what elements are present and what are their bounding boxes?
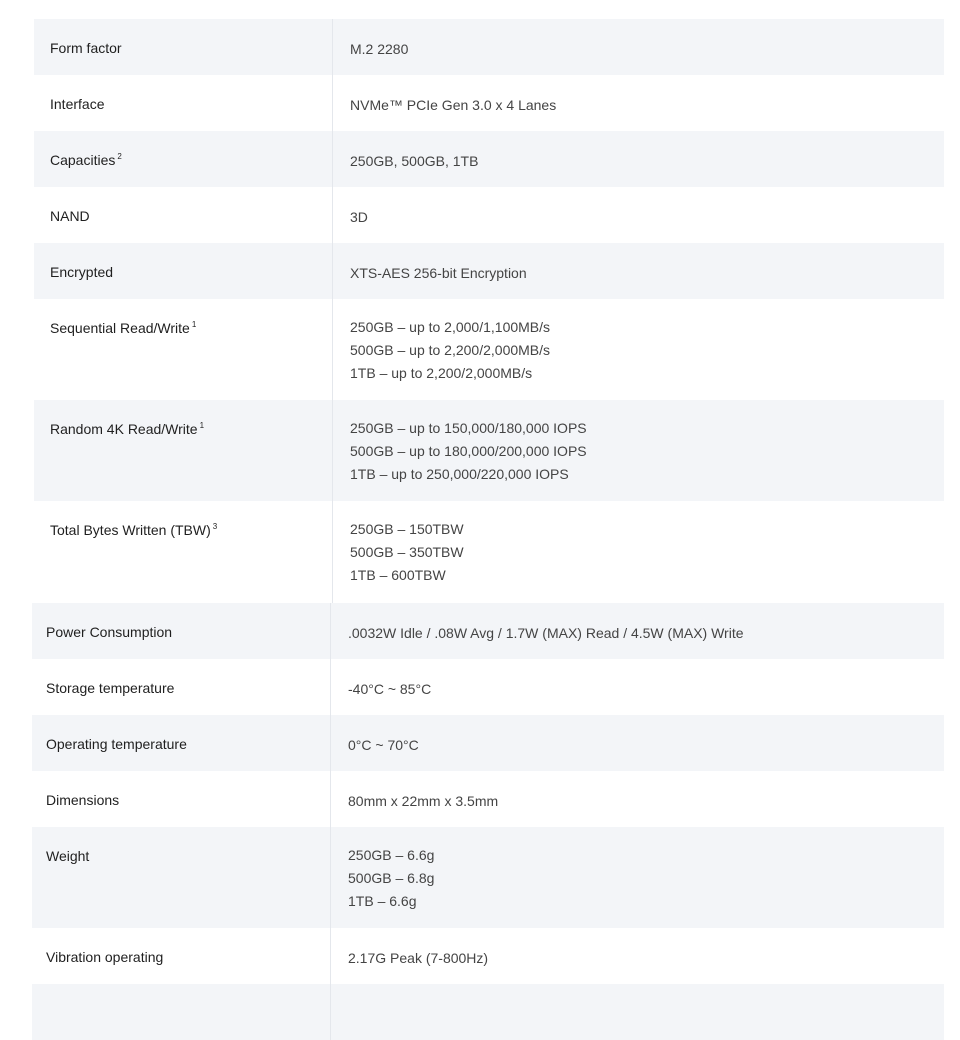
- spec-label: Sequential Read/Write $^1$: [34, 299, 333, 400]
- spec-row-capacities: [34, 131, 944, 187]
- spec-value: 3D: [350, 209, 368, 225]
- spec-label: Operating temperature: [32, 715, 331, 771]
- spec-row-weight: [32, 827, 944, 928]
- spec-label: NAND: [34, 187, 333, 243]
- spec-row-power-consumption: [32, 603, 944, 659]
- spec-row-random-4k-read-write: [34, 400, 944, 501]
- spec-label: Capacities $^2$: [34, 131, 333, 187]
- spec-row-partial: [32, 984, 944, 1040]
- spec-row-form-factor: [34, 19, 944, 75]
- spec-row-encrypted: [34, 243, 944, 299]
- spec-row-operating-temperature: [32, 715, 944, 771]
- spec-row-total-bytes-written: [34, 501, 944, 603]
- spec-label: Encrypted: [34, 243, 333, 299]
- spec-row-dimensions: [32, 771, 944, 827]
- specifications-table: [34, 19, 944, 1040]
- spec-row-sequential-read-write: [34, 299, 944, 400]
- spec-label: Weight: [32, 827, 331, 928]
- spec-row-vibration-operating: [32, 928, 944, 984]
- spec-row-storage-temperature: [32, 659, 944, 715]
- spec-value: 250GB – up to 150,000/180,000 IOPS 500GB – up to 180,000/200,000 IOPS 1TB – up to 250,000/220,000 IOPS: [350, 420, 587, 482]
- spec-value: -40°C ~ 85°C: [348, 681, 432, 697]
- footnote-marker: 2: [117, 152, 122, 161]
- spec-label: [32, 984, 331, 1040]
- spec-row-nand: [34, 187, 944, 243]
- spec-value: NVMe™ PCIe Gen 3.0 x 4 Lanes: [350, 97, 557, 113]
- spec-value: 80mm x 22mm x 3.5mm: [348, 793, 499, 809]
- spec-label: Form factor: [34, 19, 333, 75]
- spec-label: Vibration operating: [32, 928, 331, 984]
- footnote-marker: 3: [212, 522, 218, 531]
- spec-row-interface: [34, 75, 944, 131]
- spec-label: Interface: [34, 75, 333, 131]
- spec-label: Total Bytes Written (TBW) $^3$: [34, 501, 333, 603]
- spec-value: M.2 2280: [350, 41, 409, 57]
- spec-value: 0°C ~ 70°C: [348, 737, 419, 753]
- spec-value: 250GB, 500GB, 1TB: [350, 153, 479, 169]
- spec-label: Power Consumption: [32, 603, 331, 659]
- spec-value: 2.17G Peak (7-800Hz): [348, 950, 489, 966]
- spec-value: 250GB – 6.6g 500GB – 6.8g 1TB – 6.6g: [348, 847, 435, 909]
- footnote-marker: 1: [191, 320, 197, 329]
- spec-label: Storage temperature: [32, 659, 331, 715]
- footnote-marker: 1: [199, 421, 205, 430]
- spec-value: 250GB – up to 2,000/1,100MB/s 500GB – up to 2,200/2,000MB/s 1TB – up to 2,200/2,000MB/s: [350, 319, 551, 381]
- spec-label: Random 4K Read/Write $^1$: [34, 400, 333, 501]
- spec-value: [331, 984, 944, 1040]
- spec-value: XTS-AES 256-bit Encryption: [350, 265, 527, 281]
- spec-value: 250GB – 150TBW 500GB – 350TBW 1TB – 600TBW: [350, 521, 464, 583]
- spec-value: .0032W Idle / .08W Avg / 1.7W (MAX) Read / 4.5W (MAX) Write: [348, 625, 744, 641]
- spec-label: Dimensions: [32, 771, 331, 827]
